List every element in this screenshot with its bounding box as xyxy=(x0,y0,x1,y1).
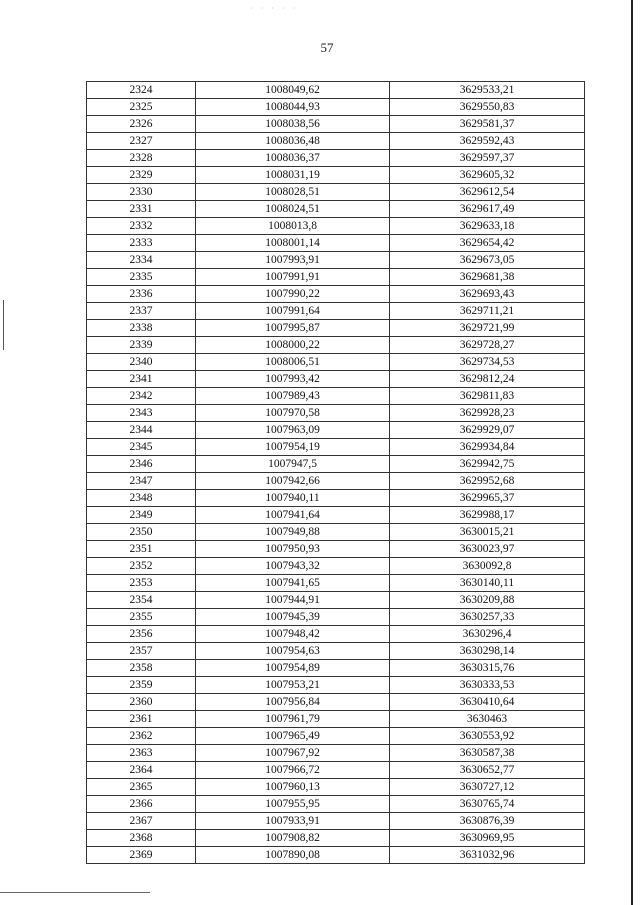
x-coordinate-cell: 1007954,19 xyxy=(196,439,390,456)
point-number-cell: 2327 xyxy=(87,133,196,150)
point-number-cell: 2324 xyxy=(87,82,196,99)
x-coordinate-cell: 1007954,89 xyxy=(196,660,390,677)
coordinates-table xyxy=(86,81,585,864)
table-row xyxy=(87,422,585,439)
y-coordinate-cell: 3629721,99 xyxy=(390,320,585,337)
y-coordinate-cell: 3630140,11 xyxy=(390,575,585,592)
x-coordinate-cell: 1007945,39 xyxy=(196,609,390,626)
x-coordinate-cell: 1008024,51 xyxy=(196,201,390,218)
x-coordinate-cell: 1008044,93 xyxy=(196,99,390,116)
point-number-cell: 2341 xyxy=(87,371,196,388)
table-row xyxy=(87,456,585,473)
table-row xyxy=(87,184,585,201)
point-number-cell: 2337 xyxy=(87,303,196,320)
y-coordinate-cell: 3630023,97 xyxy=(390,541,585,558)
table-row xyxy=(87,524,585,541)
table-row xyxy=(87,286,585,303)
y-coordinate-cell: 3629681,38 xyxy=(390,269,585,286)
table-row xyxy=(87,813,585,830)
table-row xyxy=(87,830,585,847)
table-row xyxy=(87,473,585,490)
y-coordinate-cell: 3631032,96 xyxy=(390,847,585,864)
table-row xyxy=(87,660,585,677)
y-coordinate-cell: 3630092,8 xyxy=(390,558,585,575)
point-number-cell: 2363 xyxy=(87,745,196,762)
table-row xyxy=(87,116,585,133)
table-row xyxy=(87,133,585,150)
y-coordinate-cell: 3629673,05 xyxy=(390,252,585,269)
page-edge-line xyxy=(631,0,633,905)
table-row xyxy=(87,609,585,626)
point-number-cell: 2332 xyxy=(87,218,196,235)
point-number-cell: 2355 xyxy=(87,609,196,626)
point-number-cell: 2330 xyxy=(87,184,196,201)
table-row xyxy=(87,99,585,116)
point-number-cell: 2328 xyxy=(87,150,196,167)
table-row xyxy=(87,558,585,575)
table-row xyxy=(87,252,585,269)
x-coordinate-cell: 1007950,93 xyxy=(196,541,390,558)
y-coordinate-cell: 3629734,53 xyxy=(390,354,585,371)
x-coordinate-cell: 1007949,88 xyxy=(196,524,390,541)
y-coordinate-cell: 3629942,75 xyxy=(390,456,585,473)
table-row xyxy=(87,762,585,779)
point-number-cell: 2333 xyxy=(87,235,196,252)
table-row xyxy=(87,82,585,99)
x-coordinate-cell: 1007961,79 xyxy=(196,711,390,728)
point-number-cell: 2344 xyxy=(87,422,196,439)
y-coordinate-cell: 3630296,4 xyxy=(390,626,585,643)
y-coordinate-cell: 3629605,32 xyxy=(390,167,585,184)
point-number-cell: 2368 xyxy=(87,830,196,847)
x-coordinate-cell: 1007953,21 xyxy=(196,677,390,694)
point-number-cell: 2340 xyxy=(87,354,196,371)
y-coordinate-cell: 3630463 xyxy=(390,711,585,728)
y-coordinate-cell: 3629728,27 xyxy=(390,337,585,354)
y-coordinate-cell: 3630587,38 xyxy=(390,745,585,762)
table-row xyxy=(87,847,585,864)
table-row xyxy=(87,694,585,711)
point-number-cell: 2362 xyxy=(87,728,196,745)
y-coordinate-cell: 3629581,37 xyxy=(390,116,585,133)
table-row xyxy=(87,541,585,558)
point-number-cell: 2366 xyxy=(87,796,196,813)
y-coordinate-cell: 3629952,68 xyxy=(390,473,585,490)
y-coordinate-cell: 3629934,84 xyxy=(390,439,585,456)
x-coordinate-cell: 1007956,84 xyxy=(196,694,390,711)
point-number-cell: 2349 xyxy=(87,507,196,524)
y-coordinate-cell: 3629597,37 xyxy=(390,150,585,167)
point-number-cell: 2352 xyxy=(87,558,196,575)
point-number-cell: 2334 xyxy=(87,252,196,269)
x-coordinate-cell: 1007993,91 xyxy=(196,252,390,269)
x-coordinate-cell: 1007991,64 xyxy=(196,303,390,320)
x-coordinate-cell: 1007960,13 xyxy=(196,779,390,796)
y-coordinate-cell: 3630257,33 xyxy=(390,609,585,626)
table-row xyxy=(87,303,585,320)
point-number-cell: 2345 xyxy=(87,439,196,456)
point-number-cell: 2354 xyxy=(87,592,196,609)
point-number-cell: 2351 xyxy=(87,541,196,558)
y-coordinate-cell: 3629550,83 xyxy=(390,99,585,116)
point-number-cell: 2346 xyxy=(87,456,196,473)
x-coordinate-cell: 1007941,64 xyxy=(196,507,390,524)
point-number-cell: 2358 xyxy=(87,660,196,677)
x-coordinate-cell: 1008036,37 xyxy=(196,150,390,167)
point-number-cell: 2336 xyxy=(87,286,196,303)
y-coordinate-cell: 3630876,39 xyxy=(390,813,585,830)
table-row xyxy=(87,745,585,762)
point-number-cell: 2360 xyxy=(87,694,196,711)
y-coordinate-cell: 3629711,21 xyxy=(390,303,585,320)
table-row xyxy=(87,490,585,507)
table-row xyxy=(87,167,585,184)
table-row xyxy=(87,643,585,660)
point-number-cell: 2361 xyxy=(87,711,196,728)
point-number-cell: 2356 xyxy=(87,626,196,643)
point-number-cell: 2369 xyxy=(87,847,196,864)
x-coordinate-cell: 1008036,48 xyxy=(196,133,390,150)
y-coordinate-cell: 3629929,07 xyxy=(390,422,585,439)
x-coordinate-cell: 1007963,09 xyxy=(196,422,390,439)
x-coordinate-cell: 1007940,11 xyxy=(196,490,390,507)
x-coordinate-cell: 1007970,58 xyxy=(196,405,390,422)
point-number-cell: 2347 xyxy=(87,473,196,490)
x-coordinate-cell: 1008031,19 xyxy=(196,167,390,184)
table-row xyxy=(87,354,585,371)
x-coordinate-cell: 1007948,42 xyxy=(196,626,390,643)
x-coordinate-cell: 1007890,08 xyxy=(196,847,390,864)
x-coordinate-cell: 1007990,22 xyxy=(196,286,390,303)
x-coordinate-cell: 1008006,51 xyxy=(196,354,390,371)
y-coordinate-cell: 3630298,14 xyxy=(390,643,585,660)
table-row xyxy=(87,711,585,728)
point-number-cell: 2331 xyxy=(87,201,196,218)
footer-rule xyxy=(0,892,150,893)
y-coordinate-cell: 3629928,23 xyxy=(390,405,585,422)
x-coordinate-cell: 1007989,43 xyxy=(196,388,390,405)
x-coordinate-cell: 1008001,14 xyxy=(196,235,390,252)
point-number-cell: 2364 xyxy=(87,762,196,779)
x-coordinate-cell: 1007941,65 xyxy=(196,575,390,592)
x-coordinate-cell: 1007933,91 xyxy=(196,813,390,830)
x-coordinate-cell: 1007943,32 xyxy=(196,558,390,575)
x-coordinate-cell: 1008013,8 xyxy=(196,218,390,235)
table-row xyxy=(87,337,585,354)
y-coordinate-cell: 3630209,88 xyxy=(390,592,585,609)
scan-marks: · · · · · xyxy=(250,4,299,13)
table-row xyxy=(87,150,585,167)
page-number: 57 xyxy=(320,40,334,55)
table-row xyxy=(87,269,585,286)
y-coordinate-cell: 3630727,12 xyxy=(390,779,585,796)
y-coordinate-cell: 3629693,43 xyxy=(390,286,585,303)
point-number-cell: 2329 xyxy=(87,167,196,184)
y-coordinate-cell: 3629533,21 xyxy=(390,82,585,99)
y-coordinate-cell: 3629965,37 xyxy=(390,490,585,507)
table-row xyxy=(87,779,585,796)
table-row xyxy=(87,201,585,218)
table-row xyxy=(87,439,585,456)
point-number-cell: 2353 xyxy=(87,575,196,592)
x-coordinate-cell: 1007954,63 xyxy=(196,643,390,660)
table-row xyxy=(87,320,585,337)
y-coordinate-cell: 3630015,21 xyxy=(390,524,585,541)
table-row xyxy=(87,575,585,592)
point-number-cell: 2367 xyxy=(87,813,196,830)
point-number-cell: 2365 xyxy=(87,779,196,796)
x-coordinate-cell: 1008049,62 xyxy=(196,82,390,99)
point-number-cell: 2348 xyxy=(87,490,196,507)
x-coordinate-cell: 1007991,91 xyxy=(196,269,390,286)
x-coordinate-cell: 1007944,91 xyxy=(196,592,390,609)
table-row xyxy=(87,626,585,643)
x-coordinate-cell: 1008028,51 xyxy=(196,184,390,201)
table-row xyxy=(87,796,585,813)
table-row xyxy=(87,507,585,524)
y-coordinate-cell: 3630652,77 xyxy=(390,762,585,779)
table-row xyxy=(87,405,585,422)
y-coordinate-cell: 3629612,54 xyxy=(390,184,585,201)
y-coordinate-cell: 3629617,49 xyxy=(390,201,585,218)
x-coordinate-cell: 1007947,5 xyxy=(196,456,390,473)
y-coordinate-cell: 3630969,95 xyxy=(390,830,585,847)
y-coordinate-cell: 3630315,76 xyxy=(390,660,585,677)
point-number-cell: 2350 xyxy=(87,524,196,541)
x-coordinate-cell: 1007955,95 xyxy=(196,796,390,813)
point-number-cell: 2357 xyxy=(87,643,196,660)
point-number-cell: 2359 xyxy=(87,677,196,694)
x-coordinate-cell: 1007966,72 xyxy=(196,762,390,779)
x-coordinate-cell: 1007965,49 xyxy=(196,728,390,745)
table-row xyxy=(87,728,585,745)
point-number-cell: 2343 xyxy=(87,405,196,422)
point-number-cell: 2326 xyxy=(87,116,196,133)
table-row xyxy=(87,592,585,609)
table-row xyxy=(87,371,585,388)
x-coordinate-cell: 1008000,22 xyxy=(196,337,390,354)
x-coordinate-cell: 1007942,66 xyxy=(196,473,390,490)
y-coordinate-cell: 3629633,18 xyxy=(390,218,585,235)
point-number-cell: 2338 xyxy=(87,320,196,337)
point-number-cell: 2342 xyxy=(87,388,196,405)
point-number-cell: 2335 xyxy=(87,269,196,286)
point-number-cell: 2325 xyxy=(87,99,196,116)
x-coordinate-cell: 1008038,56 xyxy=(196,116,390,133)
x-coordinate-cell: 1007967,92 xyxy=(196,745,390,762)
y-coordinate-cell: 3629811,83 xyxy=(390,388,585,405)
table-row xyxy=(87,677,585,694)
table-row xyxy=(87,218,585,235)
y-coordinate-cell: 3630765,74 xyxy=(390,796,585,813)
x-coordinate-cell: 1007993,42 xyxy=(196,371,390,388)
margin-mark xyxy=(3,300,4,350)
y-coordinate-cell: 3629812,24 xyxy=(390,371,585,388)
y-coordinate-cell: 3630553,92 xyxy=(390,728,585,745)
x-coordinate-cell: 1007995,87 xyxy=(196,320,390,337)
y-coordinate-cell: 3629592,43 xyxy=(390,133,585,150)
table-row xyxy=(87,235,585,252)
coordinates-table-body xyxy=(87,82,585,864)
table-row xyxy=(87,388,585,405)
y-coordinate-cell: 3630410,64 xyxy=(390,694,585,711)
y-coordinate-cell: 3629988,17 xyxy=(390,507,585,524)
x-coordinate-cell: 1007908,82 xyxy=(196,830,390,847)
point-number-cell: 2339 xyxy=(87,337,196,354)
y-coordinate-cell: 3629654,42 xyxy=(390,235,585,252)
y-coordinate-cell: 3630333,53 xyxy=(390,677,585,694)
